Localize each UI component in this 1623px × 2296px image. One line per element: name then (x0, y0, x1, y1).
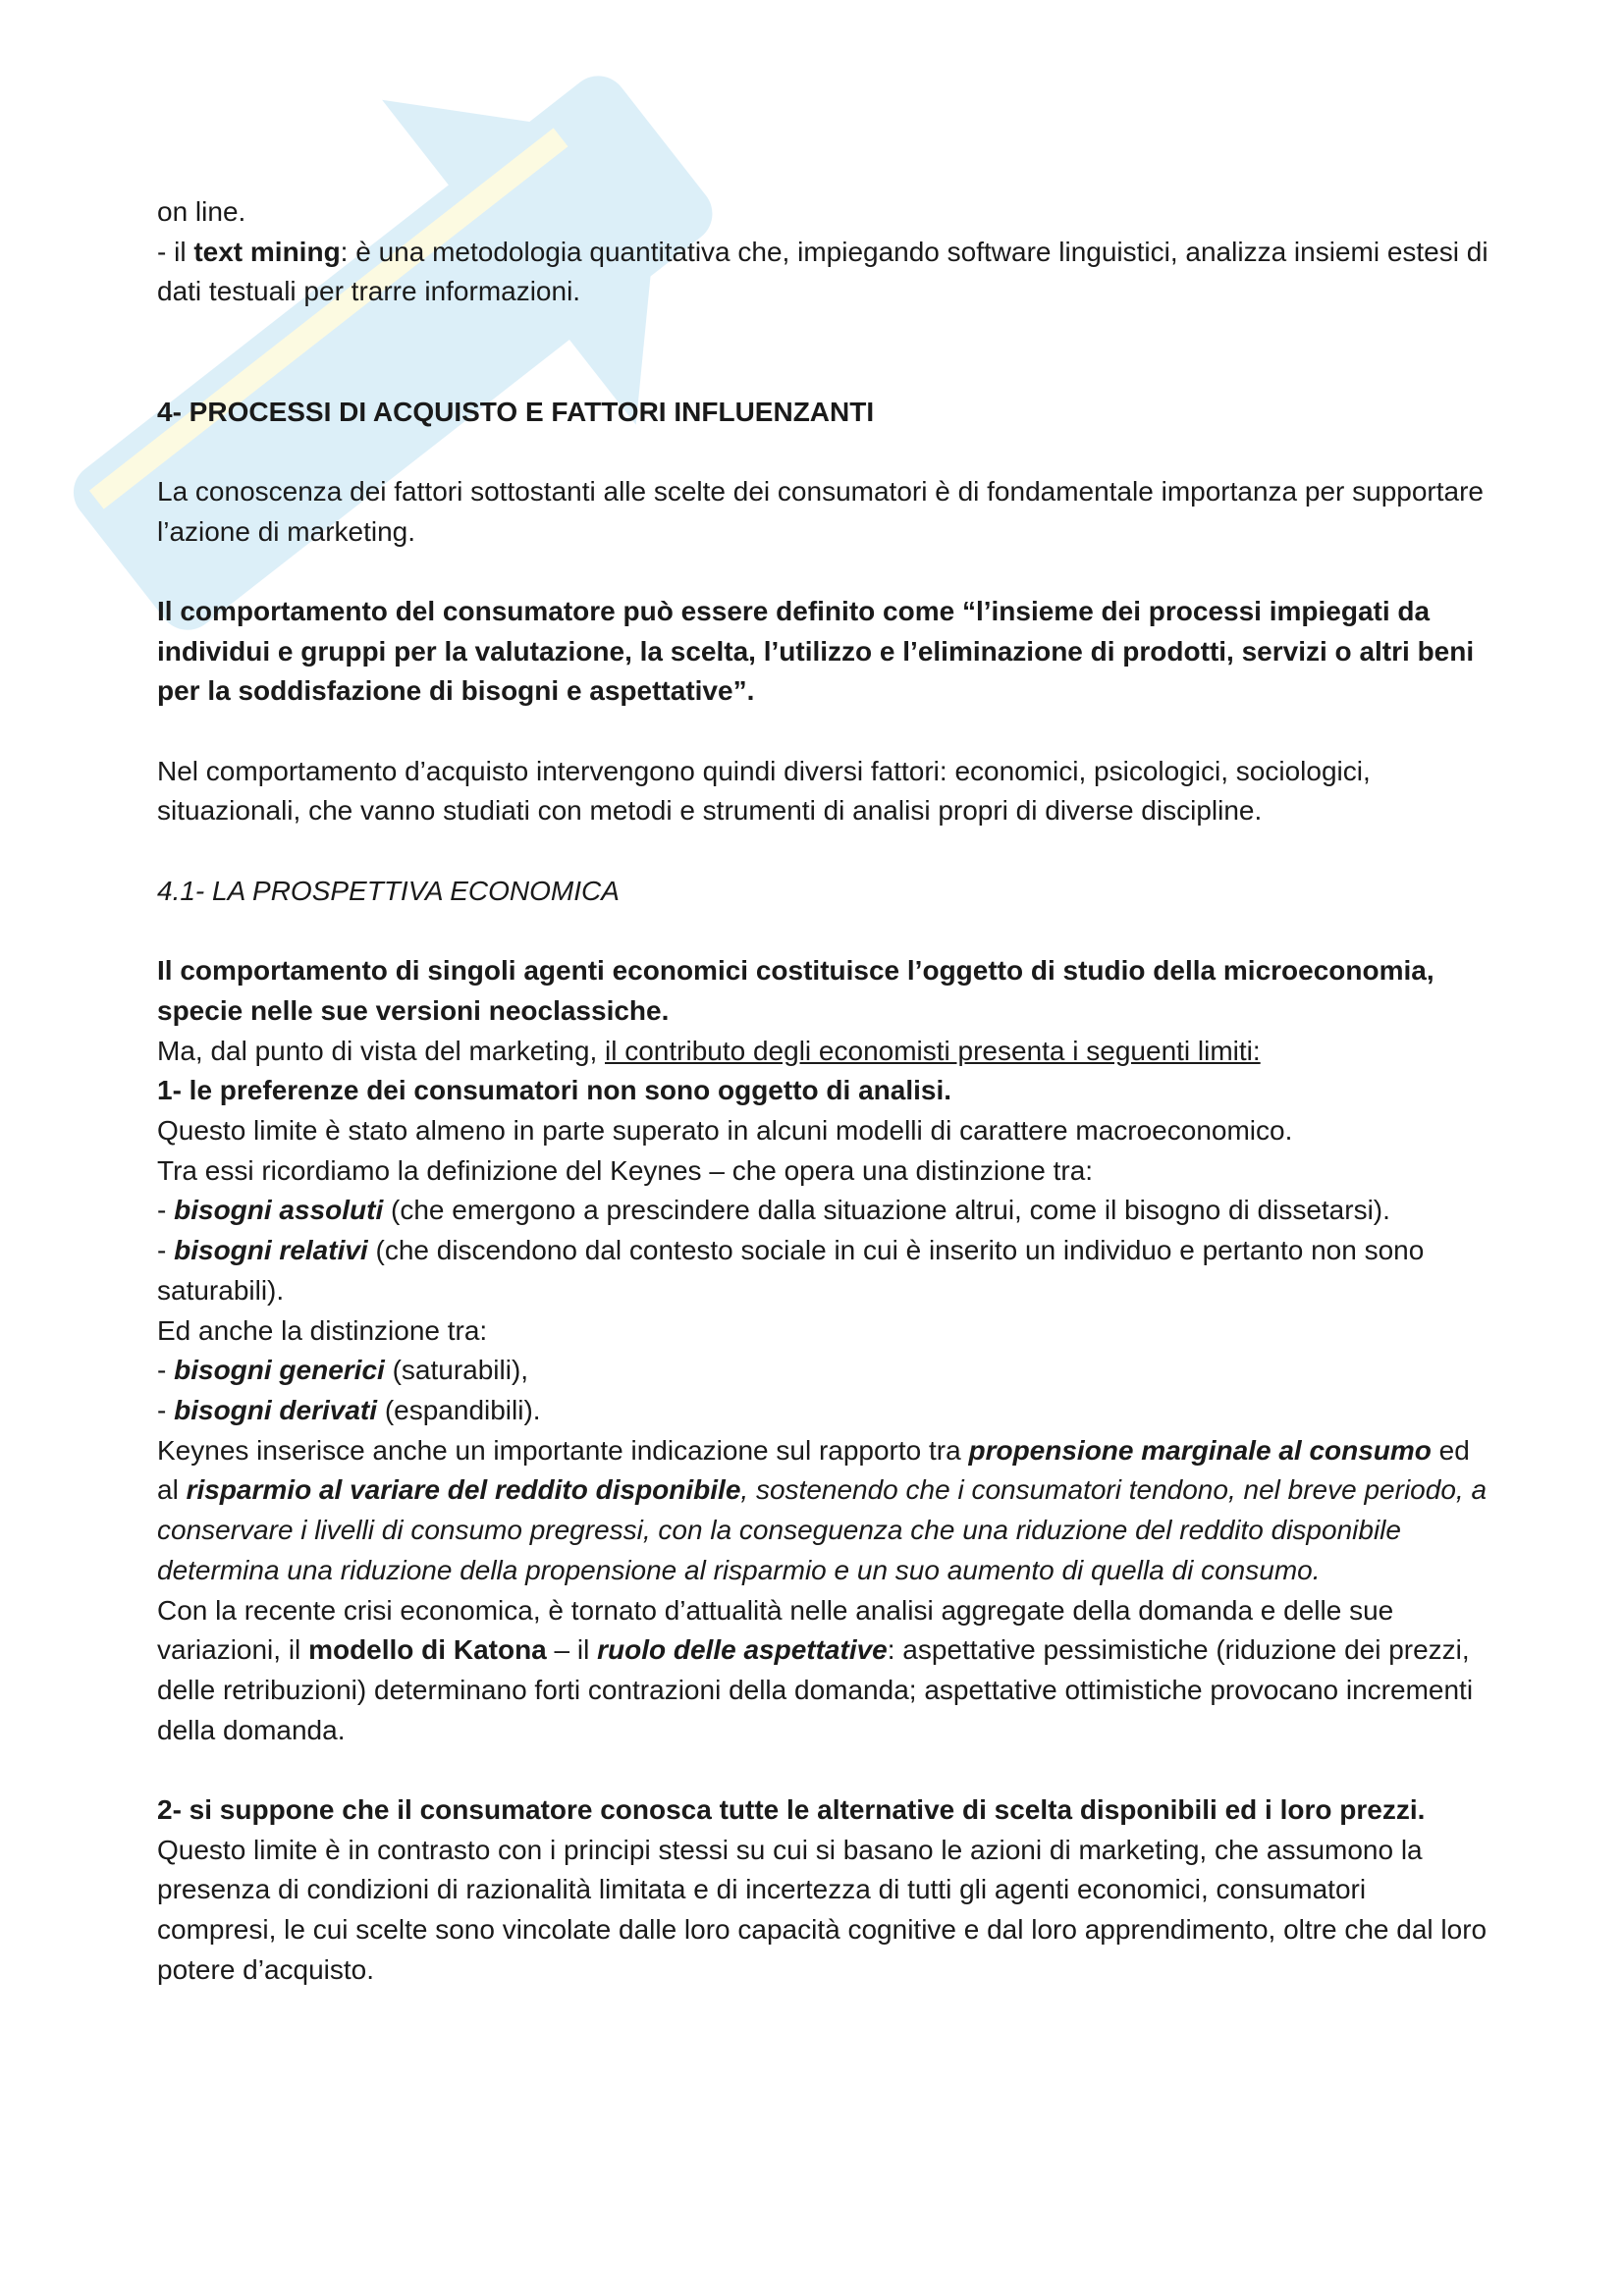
needs-item-derived: - bisogni derivati (espandibili). (157, 1395, 541, 1425)
limit-1-paragraph-1: Questo limite è stato almeno in parte superato in alcuni modelli di carattere macroeconomico. (157, 1115, 1293, 1147)
needs-item-relative: - bisogni relativi (che discendono dal contesto sociale in cui è inserito un individuo e pertanto non sono saturabili). (157, 1235, 1425, 1306)
limit-1-paragraph-3: Ed anche la distinzione tra: (157, 1314, 488, 1346)
section-4-1-lead: Il comportamento di singoli agenti economici costituisce l’oggetto di studio della microeconomia, specie nelle sue versioni neoclassiche. (157, 955, 1434, 1026)
consumer-behavior-definition: Il comportamento del consumatore può essere definito come “l’insieme dei processi impiegati da individui e gruppi per la valutazione, la scelta, l’utilizzo e l’eliminazione di prodotti, servizi o altri beni per la soddisfazione di bisogni e aspettative”. (157, 595, 1475, 707)
needs-item-absolute: - bisogni assoluti (che emergono a prescindere dalla situazione altrui, come il bisogno di dissetarsi). (157, 1195, 1390, 1226)
text-mining-term: text mining (193, 236, 341, 267)
katona-paragraph: Con la recente crisi economica, è tornato d’attualità nelle analisi aggregate della domanda e delle sue variazioni, il modello di Katona – il ruolo delle aspettative: aspettative pessimistiche (riduzione dei prezzi, delle retribuzioni) determinano forti contrazioni della domanda; aspettative ottimistiche provocano incrementi della domanda. (157, 1594, 1474, 1745)
limit-2-paragraph: Questo limite è in contrasto con i principi stessi su cui si basano le azioni di marketing, che assumono la presenza di condizioni di razionalità limitata e di incertezza di tutti gli agenti economici, consumatori compresi, le cui scelte sono vincolate dalle loro capacità cognitive e dal loro apprendimento, oltre che dal loro potere d’acquisto. (157, 1834, 1488, 1985)
keynes-paragraph: Keynes inserisce anche un importante indicazione sul rapporto tra propensione marginale al consumo ed al risparmio al variare del reddito disponibile, sostenendo che i consumatori tendono, nel breve periodo, a conservare i livelli di consumo pregressi, con la conseguenza che una riduzione del reddito disponibile determina una riduzione della propensione al risparmio e un suo aumento di quella di consumo. (157, 1434, 1488, 1585)
needs-item-generic: - bisogni generici (saturabili), (157, 1355, 529, 1386)
limits-intro: Ma, dal punto di vista del marketing, il contributo degli economisti presenta i seguenti limiti: (157, 1035, 1261, 1066)
text-mining-paragraph: - il text mining: è una metodologia quantitativa che, impiegando software linguistici, analizza insiemi estesi di dati testuali per trarre informazioni. (157, 236, 1488, 307)
limit-1-paragraph-2: Tra essi ricordiamo la definizione del Keynes – che opera una distinzione tra: (157, 1154, 1094, 1186)
section-4-paragraph-1: La conoscenza dei fattori sottostanti alle scelte dei consumatori è di fondamentale importanza per supportare l’azione di marketing. (157, 475, 1484, 547)
limit-2-heading: 2- si suppone che il consumatore conosca tutte le alternative di scelta disponibili ed i loro prezzi. (157, 1794, 1426, 1826)
section-4-1-heading: 4.1- LA PROSPETTIVA ECONOMICA (157, 875, 620, 906)
section-4-heading: 4- PROCESSI DI ACQUISTO E FATTORI INFLUENZANTI (157, 396, 875, 427)
limit-1-heading: 1- le preferenze dei consumatori non sono oggetto di analisi. (157, 1075, 952, 1106)
document-page (157, 192, 1492, 1991)
limits-intro-underlined: il contributo degli economisti presenta i seguenti limiti: (605, 1035, 1261, 1066)
section-4-paragraph-2: Nel comportamento d’acquisto intervengono quindi diversi fattori: economici, psicologici, sociologici, situazionali, che vanno studiati con metodi e strumenti di analisi propri di diverse discipline. (157, 755, 1371, 827)
intro-line: on line. (157, 196, 246, 227)
